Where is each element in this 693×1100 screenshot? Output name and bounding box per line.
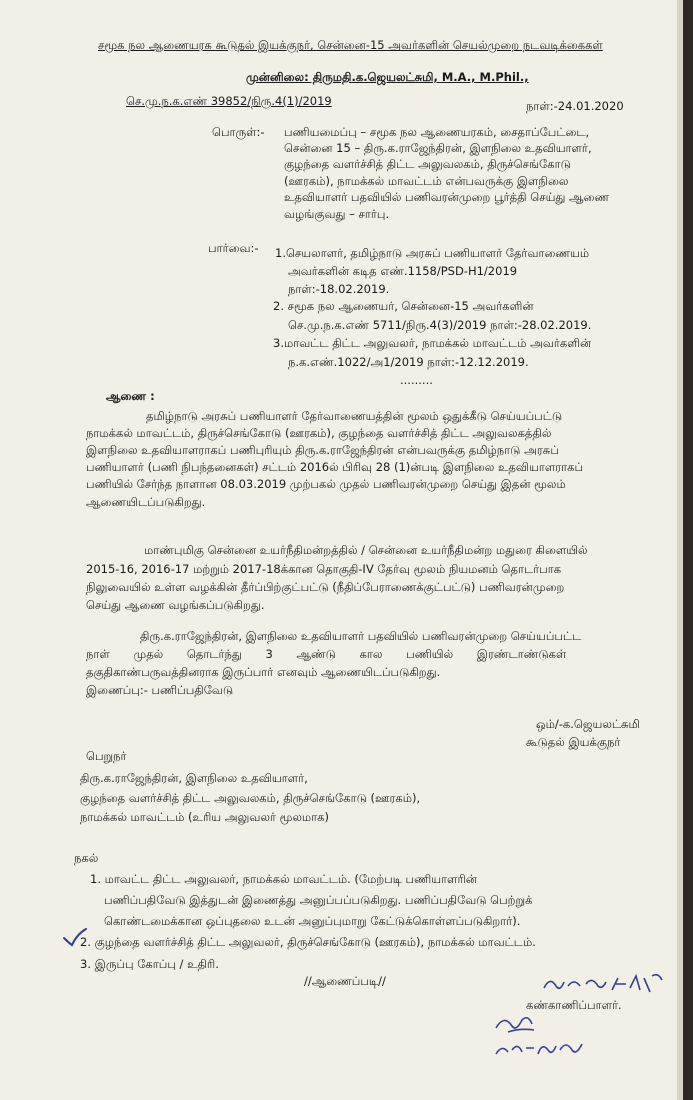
order-para1-line: பணியில் சேர்ந்த நாளான 08.03.2019 முற்பகல் முதல் பணிவரன்முறை செய்து இதன் மூலம் (86, 477, 566, 491)
reference-line: நாள்:-18.02.2019. (288, 282, 390, 296)
order-para3-line: நாள் முதல் தொடர்ந்து 3 ஆண்டு கால பணியில் இரண்டாண்டுகள் (86, 647, 567, 661)
copy-label: நகல் (74, 851, 99, 865)
handwritten-signature-icon (490, 1010, 590, 1062)
order-para2-line: மாண்புமிகு சென்னை உயர்நீதிமன்றத்தில் / சென்னை உயர்நீதிமன்ற மதுரை கிளையில் (144, 543, 588, 557)
subject-line: பணியமைப்பு – சமூக நல ஆணையரகம், சைதாப்பேட்டை, (284, 125, 590, 139)
enclosure: இணைப்பு:- பணிப்பதிவேடு (86, 683, 234, 697)
copy-line: கொண்டமைக்கான ஒப்புதலை உடன் அனுப்புமாறு கேட்டுக்கொள்ளப்படுகிறார்). (104, 914, 521, 928)
recipient-line: திரு.க.ராஜேந்திரன், இளநிலை உதவியாளர், (80, 771, 308, 785)
recipient-label: பெறுநர் (86, 749, 127, 763)
order-para3-line: தகுதிகாண்பருவத்தினராக இருப்பார் எனவும் ஆணையிடப்படுகிறது. (86, 665, 441, 679)
subject-label: பொருள்:- (212, 125, 265, 139)
order-para2-line: நிலுவையில் உள்ள வழக்கின் தீர்ப்பிற்குட்பட்டு (நீதிப்பேராணைக்குட்பட்டு) பணிவரன்முறை (86, 580, 565, 594)
references-label: பார்வை:- (208, 241, 259, 255)
reference-separator: ......... (400, 373, 433, 387)
order-para2-line: 2015-16, 2016-17 மற்றும் 2017-18க்கான தொகுதி-IV தேர்வு மூலம் நியமனம் தொடர்பாக (86, 562, 562, 576)
subject-line: குழந்தை வளர்ச்சித் திட்ட அலுவலகம், திருச்செங்கோடு (284, 157, 571, 171)
copy-line: 2. குழந்தை வளர்ச்சித் திட்ட அலுவலர், திருச்செங்கோடு (ஊரகம்), நாமக்கல் மாவட்டம். (80, 935, 536, 949)
subject-line: சென்னை 15 – திரு.க.ராஜேந்திரன், இளநிலை உதவியாளர், (284, 141, 592, 155)
reference-line: அவர்களின் கடித எண்.1158/PSD-H1/2019 (288, 264, 518, 278)
reference-line: 3.மாவட்ட திட்ட அலுவலர், நாமக்கல் மாவட்டம் அவர்களின் (273, 336, 592, 350)
order-para1-line: இளநிலை உதவியாளராகப் பணிபுரியும் திரு.க.ராஜேந்திரன் என்பவருக்கு தமிழ்நாடு அரசுப் (86, 443, 559, 457)
reference-line: 2. சமூக நல ஆணையர், சென்னை-15 அவர்களின் (273, 299, 534, 313)
subject-line: உதவியாளர் பதவியில் பணிவரன்முறை பூர்த்தி செய்து ஆணை (284, 190, 610, 204)
superintendent-title: கண்காணிப்பாளர். (526, 998, 622, 1012)
subject-line: வழங்குவது – சார்பு. (284, 207, 390, 221)
by-order: //ஆணைப்படி// (304, 974, 386, 988)
reference-line: ந.க.எண்.1022/அ1/2019 நாள்:-12.12.2019. (288, 355, 529, 369)
handwritten-initials-icon (540, 968, 670, 1000)
copy-line: 3. இருப்பு கோப்பு / உதிரி. (80, 957, 219, 971)
order-para1-line: தமிழ்நாடு அரசுப் பணியாளர் தேர்வாணையத்தின் மூலம் ஒதுக்கீடு செய்யப்பட்டு (146, 409, 563, 423)
document-title: சமூக நல ஆணையரக கூடுதல் இயக்குநர், சென்னை-15 அவர்களின் செயல்முறை நடவடிக்கைகள் (98, 38, 603, 52)
subject-line: (ஊரகம்), நாமக்கல் மாவட்டம் என்பவருக்கு இளநிலை (284, 174, 569, 188)
signatory-name: ஒம்/-க.ஜெயலட்சுமி (536, 717, 640, 731)
order-para1-line: நாமக்கல் மாவட்டம், திருச்செங்கோடு (ஊரகம்), குழந்தை வளர்ச்சித் திட்ட அலுவலகத்தில் (86, 426, 552, 440)
recipient-line: நாமக்கல் மாவட்டம் (உரிய அலுவலர் மூலமாக) (80, 810, 329, 824)
recipient-line: குழந்தை வளர்ச்சித் திட்ட அலுவலகம், திருச்செங்கோடு (ஊரகம்), (80, 791, 421, 805)
reference-number: செ.மு.ந.க.எண் 39852/நிரு.4(1)/2019 (126, 94, 332, 108)
presence-line: முன்னிலை: திருமதி.க.ஜெயலட்சுமி, M.A., M.Phil., (246, 70, 529, 84)
signatory-designation: கூடுதல் இயக்குநர் (526, 735, 621, 749)
order-para1-line: ஆணையிடப்படுகிறது. (86, 495, 206, 509)
checkmark-icon (62, 926, 88, 948)
page-edge (683, 0, 693, 1100)
document-date: நாள்:-24.01.2020 (526, 99, 624, 113)
order-para3-line: திரு.க.ராஜேந்திரன், இளநிலை உதவியாளர் பதவியில் பணிவரன்முறை செய்யப்பட்ட (140, 629, 582, 643)
reference-line: 1.செயலாளர், தமிழ்நாடு அரசுப் பணியாளர் தேர்வாணையம் (275, 246, 590, 260)
order-para1-line: பணியாளர் (பணி நிபந்தனைகள்) சட்டம் 2016ல் பிரிவு 28 (1)ன்படி இளநிலை உதவியாளராகப் (86, 460, 584, 474)
order-para2-line: செய்து ஆணை வழங்கப்படுகிறது. (86, 598, 265, 612)
copy-line: பணிப்பதிவேடு இத்துடன் இணைத்து அனுப்பப்படுகிறது. பணிப்பதிவேடு பெற்றுக் (104, 893, 533, 907)
order-heading: ஆணை : (106, 389, 155, 403)
copy-line: 1. மாவட்ட திட்ட அலுவலர், நாமக்கல் மாவட்டம். (மேற்படி பணியாளரின் (90, 872, 477, 886)
reference-line: செ.மு.ந.க.எண் 5711/நிரு.4(3)/2019 நாள்:-28.02.2019. (288, 318, 592, 332)
